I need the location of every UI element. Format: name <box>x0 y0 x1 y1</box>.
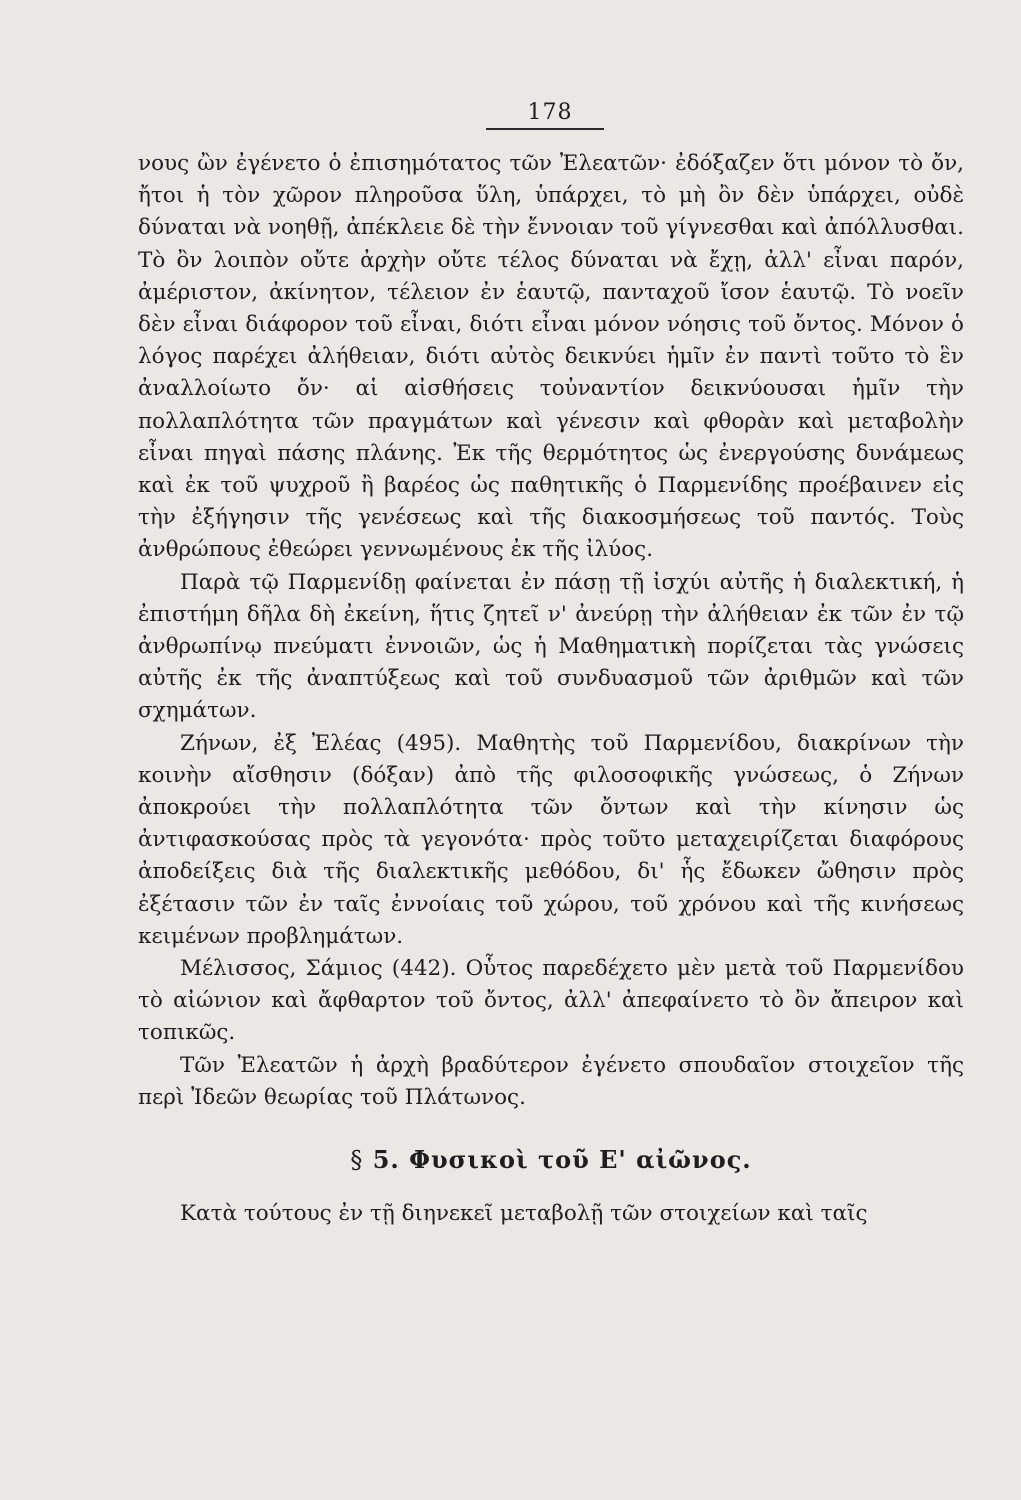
body-text <box>138 148 964 1231</box>
section-heading <box>138 1144 964 1176</box>
paragraph-dialectic: Παρὰ τῷ Παρμενίδῃ φαίνεται ἐν πάσῃ τῇ ἰσχύι αὐτῆς ἡ διαλεκτική, ἡ ἐπιστήμη δῆλα δὴ ἐκείνη, ἥτις ζητεῖ ν' ἀνεύρῃ τὴν ἀλήθειαν ἐκ τῶν ἐν τῷ ἀνθρωπίνῳ πνεύματι ἐννοιῶν, ὡς ἡ Μαθηματικὴ πορίζεται τὰς γνώσεις αὐτῆς ἐκ τῆς ἀναπτύξεως καὶ τοῦ συνδυασμοῦ τῶν ἀριθμῶν καὶ τῶν σχημάτων. <box>138 569 964 724</box>
paragraph-eleatics-plato: Τῶν Ἐλεατῶν ἡ ἀρχὴ βραδύτερον ἐγένετο σπουδαῖον στοιχεῖον τῆς περὶ Ἰδεῶν θεωρίας τοῦ Πλάτωνος. <box>138 1052 964 1110</box>
paragraph-parmenides: νους ὢν ἐγένετο ὁ ἐπισημότατος τῶν Ἐλεατῶν· ἐδόξαζεν ὅτι μόνον τὸ ὄν, ἤτοι ἡ τὸν χῶρον πληροῦσα ὕλη, ὑπάρχει, τὸ μὴ ὂν δὲν ὑπάρχει, οὐδὲ δύναται νὰ νοηθῇ, ἀπέκλειε δὲ τὴν ἔννοιαν τοῦ γίγνεσθαι καὶ ἀπόλλυσθαι. Τὸ ὂν λοιπὸν οὔτε ἀρχὴν οὔτε τέλος δύναται νὰ ἔχῃ, ἀλλ' εἶναι παρόν, ἀμέριστον, ἀκίνητον, τέλειον ἐν ἑαυτῷ, πανταχοῦ ἴσον ἑαυτῷ. Τὸ νοεῖν δὲν εἶναι διάφορον τοῦ εἶναι, διότι εἶναι μόνον νόησις τοῦ ὄντος. Μόνον ὁ λόγος παρέχει ἀλήθειαν, διότι αὐτὸς δεικνύει ἡμῖν ἐν παντὶ τοῦτο τὸ ἓν ἀναλλοίωτο ὄν· αἱ αἰσθήσεις τοὐναντίον δεικνύουσαι ἡμῖν τὴν πολλαπλότητα τῶν πραγμάτων καὶ γένεσιν καὶ φθορὰν καὶ μεταβολὴν εἶναι πηγαὶ πάσης πλάνης. Ἐκ τῆς θερμότητος ὡς ἐνεργούσης δυνάμεως καὶ ἐκ τοῦ ψυχροῦ ἢ βαρέος ὡς παθητικῆς ὁ Παρμενίδης προέβαινεν εἰς τὴν ἐξήγησιν τῆς γενέσεως καὶ τῆς διακοσμήσεως τοῦ παντός. Τοὺς ἀνθρώπους ἐθεώρει γεννωμένους ἐκ τῆς ἰλύος. <box>138 151 964 563</box>
section-title: Φυσικοὶ τοῦ Ε' αἰῶνος. <box>409 1145 752 1175</box>
section-symbol: § <box>350 1146 364 1175</box>
paragraph-zeno: Ζήνων, ἐξ Ἐλέας (495). Μαθητὴς τοῦ Παρμενίδου, διακρίνων τὴν κοινὴν αἴσθησιν (δόξαν) ἀπὸ τῆς φιλοσοφικῆς γνώσεως, ὁ Ζήνων ἀποκρούει τὴν πολλαπλότητα τῶν ὄντων καὶ τὴν κίνησιν ὡς ἀντιφασκούσας πρὸς τὰ γεγονότα· πρὸς τοῦτο μεταχειρίζεται διαφόρους ἀποδείξεις διὰ τῆς διαλεκτικῆς μεθόδου, δι' ἧς ἔδωκεν ὤθησιν πρὸς ἐξέτασιν τῶν ἐν ταῖς ἐννοίαις τοῦ χώρου, τοῦ χρόνου καὶ τῆς κινήσεως κειμένων προβλημάτων. <box>138 730 964 949</box>
page-number: 178 <box>527 100 573 125</box>
section-number: 5. <box>372 1145 400 1175</box>
paragraph-continuation: Κατὰ τούτους ἐν τῇ διηνεκεῖ μεταβολῇ τῶν στοιχείων καὶ ταῖς <box>180 1201 868 1227</box>
paragraph-melissus: Μέλισσος, Σάμιος (442). Οὗτος παρεδέχετο μὲν μετὰ τοῦ Παρμενίδου τὸ αἰώνιον καὶ ἄφθαρτον τοῦ ὄντος, ἀλλ' ἀπεφαίνετο τὸ ὂν ἄπειρον καὶ τοπικῶς. <box>138 956 964 1046</box>
page-number-rule <box>486 128 604 130</box>
